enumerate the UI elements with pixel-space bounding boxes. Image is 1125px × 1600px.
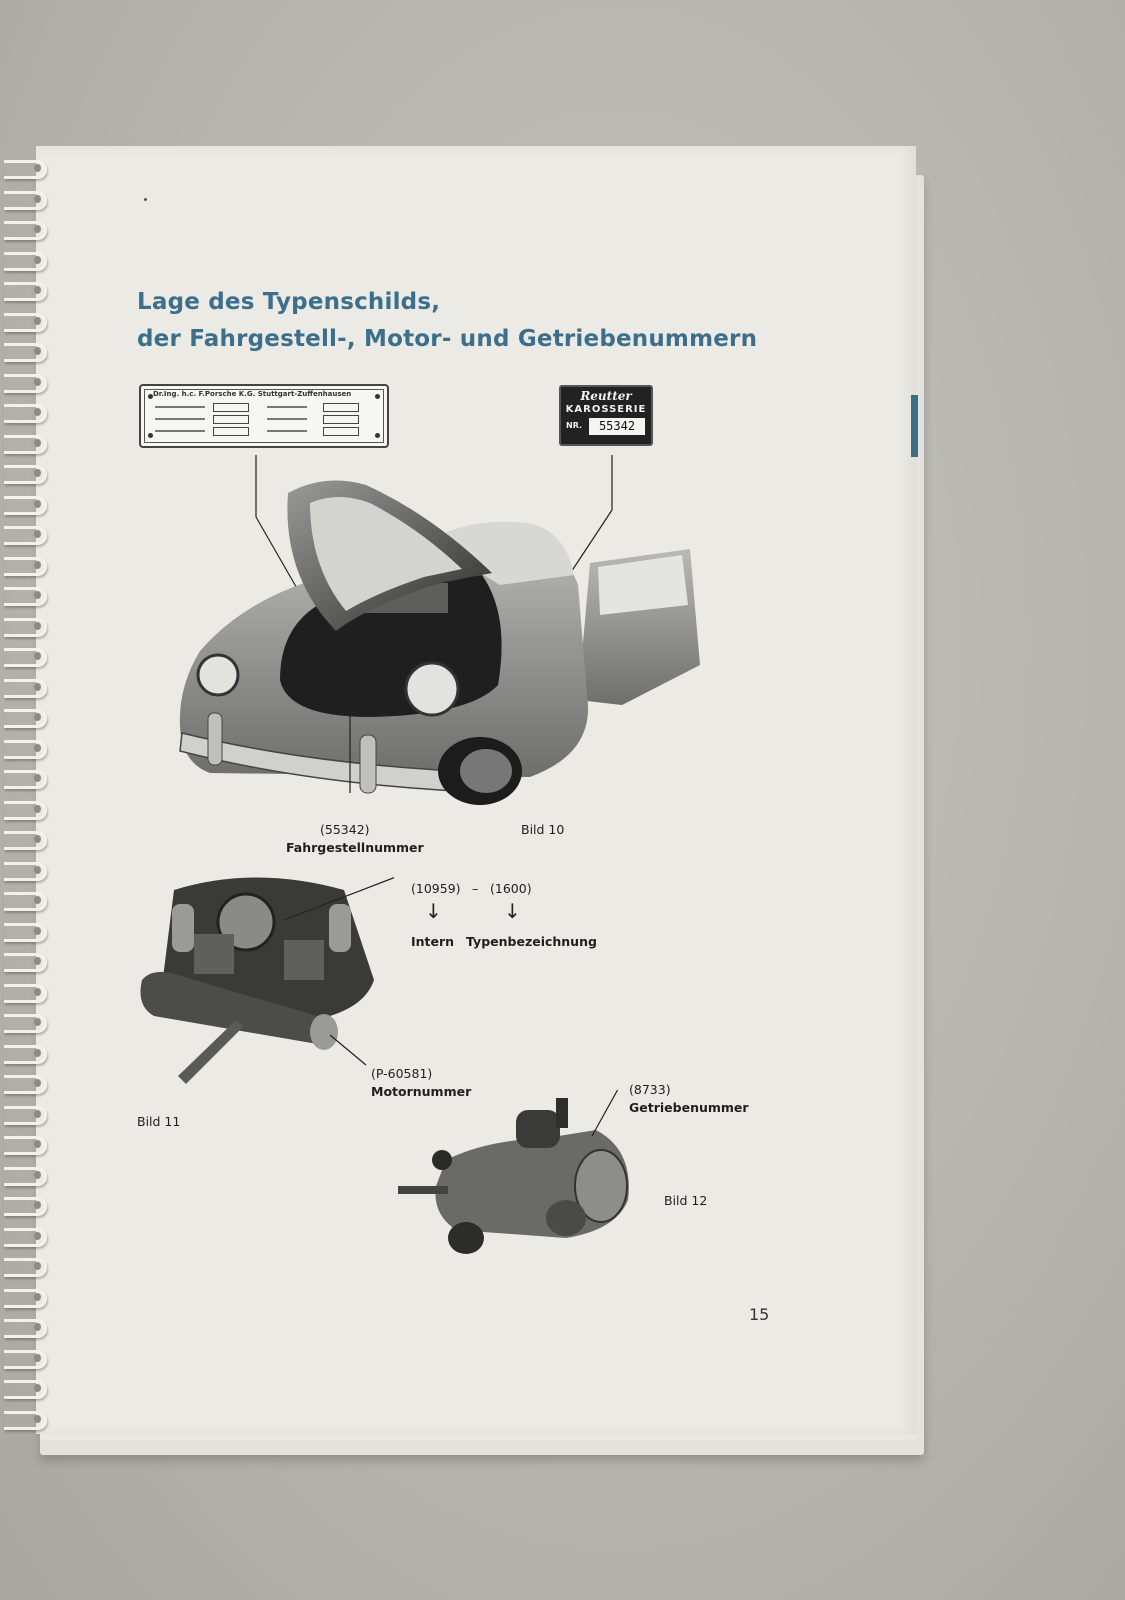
- gearbox-photo: [396, 1090, 646, 1270]
- punch-hole: [34, 774, 41, 782]
- chassis-number: (55342): [320, 822, 370, 837]
- punch-hole: [34, 927, 41, 935]
- page-number: 15: [749, 1305, 770, 1324]
- punch-hole: [34, 1293, 41, 1301]
- punch-hole: [34, 805, 41, 813]
- badge-number: 55342: [589, 418, 645, 435]
- punch-hole: [34, 561, 41, 569]
- punch-hole: [34, 713, 41, 721]
- figure-11-caption: Bild 11: [137, 1114, 181, 1129]
- punch-hole: [34, 1171, 41, 1179]
- punch-hole: [34, 317, 41, 325]
- figure-12-caption: Bild 12: [664, 1193, 708, 1208]
- type-plate-row: [155, 415, 370, 423]
- reutter-body-badge: [559, 385, 653, 446]
- punch-hole: [34, 866, 41, 874]
- punch-hole: [34, 1110, 41, 1118]
- punch-hole: [34, 469, 41, 477]
- punch-hole: [34, 1079, 41, 1087]
- intern-label: Intern: [411, 934, 455, 949]
- punch-hole: [34, 622, 41, 630]
- engine-number: (P-60581): [371, 1066, 433, 1081]
- type-plate: [139, 384, 389, 448]
- reutter-logo: Reutter: [580, 389, 632, 403]
- page-title: [137, 284, 757, 358]
- punch-hole: [34, 835, 41, 843]
- punch-hole: [34, 683, 41, 691]
- engine-code-type: (1600): [490, 881, 532, 896]
- gearbox-number-label: Getriebenummer: [629, 1100, 749, 1115]
- punch-hole: [34, 1323, 41, 1331]
- type-designation-label: Typenbezeichnung: [466, 934, 597, 949]
- rivet: [375, 433, 380, 438]
- punch-hole: [34, 988, 41, 996]
- rivet: [148, 433, 153, 438]
- punch-hole: [34, 195, 41, 203]
- punch-hole: [34, 378, 41, 386]
- punch-hole: [34, 1232, 41, 1240]
- arrow-down-icon: ↓: [425, 899, 442, 923]
- punch-hole: [34, 896, 41, 904]
- engine-number-label: Motornummer: [371, 1084, 472, 1099]
- punch-hole: [34, 408, 41, 416]
- spiral-binding: [0, 150, 44, 1440]
- punch-hole: [34, 164, 41, 172]
- arrow-down-icon: ↓: [504, 899, 521, 923]
- punch-hole: [34, 1018, 41, 1026]
- chassis-number-label: Fahrgestellnummer: [286, 840, 424, 855]
- title-line-2: der Fahrgestell-, Motor- und Getriebenummern: [137, 326, 758, 352]
- type-plate-maker: Dr.Ing. h.c. F.Porsche K.G. Stuttgart-Zuffenhausen: [153, 390, 352, 398]
- punch-hole: [34, 591, 41, 599]
- badge-karosserie-label: KAROSSERIE: [565, 404, 647, 415]
- title-line-1: Lage des Typenschilds,: [137, 289, 441, 315]
- punch-hole: [34, 225, 41, 233]
- punch-hole: [34, 652, 41, 660]
- punch-hole: [34, 1354, 41, 1362]
- rivet: [375, 394, 380, 399]
- punch-hole: [34, 1262, 41, 1270]
- punch-hole: [34, 286, 41, 294]
- engine-code-dash: –: [472, 881, 479, 896]
- punch-hole: [34, 439, 41, 447]
- type-plate-row: [155, 403, 370, 411]
- punch-hole: [34, 957, 41, 965]
- type-plate-row: [155, 427, 370, 435]
- punch-hole: [34, 1140, 41, 1148]
- badge-nr-label: NR.: [566, 421, 583, 430]
- punch-hole: [34, 256, 41, 264]
- engine-code-intern: (10959): [411, 881, 461, 896]
- punch-hole: [34, 1201, 41, 1209]
- car-photo: [170, 455, 730, 825]
- index-tab-marker: [911, 395, 918, 457]
- punch-hole: [34, 500, 41, 508]
- gearbox-number: (8733): [629, 1082, 671, 1097]
- punch-hole: [34, 1049, 41, 1057]
- punch-hole: [34, 1384, 41, 1392]
- punch-hole: [34, 347, 41, 355]
- page-speck: [144, 198, 147, 201]
- figure-10-caption: Bild 10: [521, 822, 565, 837]
- punch-hole: [34, 744, 41, 752]
- engine-photo: [134, 870, 394, 1100]
- punch-hole: [34, 530, 41, 538]
- punch-hole: [34, 1415, 41, 1423]
